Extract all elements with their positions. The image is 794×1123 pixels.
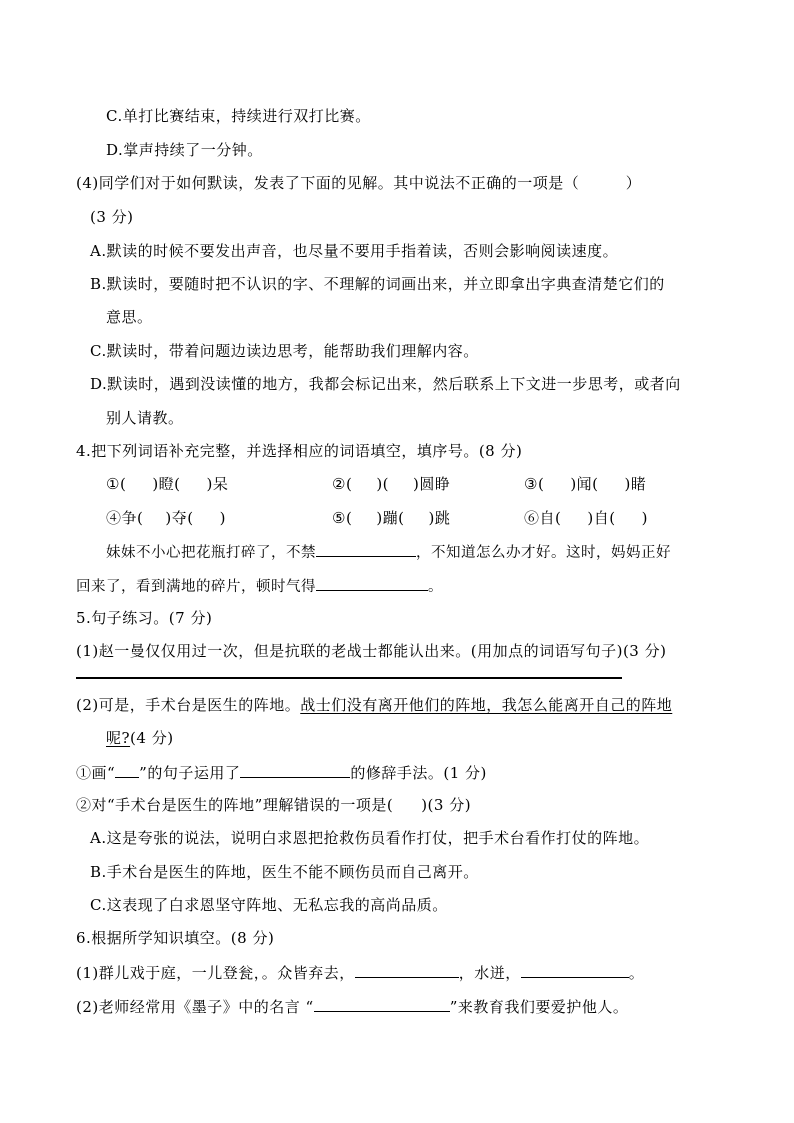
sentence-text: (2)可是，手术台是医生的阵地。 (76, 696, 301, 714)
question-text: )(3 分) (421, 796, 472, 814)
question-6-stem: 6.根据所学知识填空。(8 分) (76, 929, 275, 947)
question-3-4-stem: (4)同学们对于如何默读，发表了下面的见解。其中说法不正确的一项是（ ） (76, 174, 642, 192)
question-text: ①画“ (76, 764, 116, 782)
word-item-6 (524, 508, 648, 528)
option-c-line: C.默读时，带着问题边读边思考，能帮助我们理解内容。 (90, 342, 479, 360)
word-item-text: )自( (587, 509, 616, 527)
question-text: (1)群儿戏于庭，一儿登瓮，。众皆弃去， (76, 964, 355, 982)
question-text: ，水迸， (458, 964, 521, 982)
word-item-text: )瞪( (152, 475, 181, 493)
word-item-5 (332, 508, 450, 528)
question-5-2-1 (76, 762, 487, 783)
passage-line-2 (76, 575, 443, 597)
question-5-2-2 (76, 795, 471, 815)
word-item-text: )闻( (570, 475, 599, 493)
word-item-text: ) (641, 509, 648, 527)
option-a-line: A.这是夸张的说法，说明白求恩把抢救伤员看作打仗，把手术台看作打仗的阵地。 (90, 829, 650, 847)
option-d-line: D.掌声持续了一分钟。 (106, 141, 263, 159)
word-item-text: )( (376, 475, 390, 493)
fill-blank[interactable] (314, 996, 450, 1012)
passage-line-1 (106, 541, 671, 563)
word-item-text: ) (219, 509, 226, 527)
option-b-line: B.手术台是医生的阵地，医生不能不顾伤员而自己离开。 (90, 863, 479, 881)
word-item-text: ③( (524, 475, 545, 493)
question-5-2 (76, 695, 672, 715)
question-6-2 (76, 996, 628, 1017)
word-item-text: )圆睁 (413, 475, 451, 493)
option-a-line: A.默读的时候不要发出声音，也尽量不要用手指着读，否则会影响阅读速度。 (90, 242, 619, 260)
underlined-sentence: 战士们没有离开他们的阵地，我怎么能离开自己的阵地 (300, 696, 673, 714)
question-3-4-score: (3 分) (90, 208, 134, 226)
word-item-text: ⑥自( (524, 509, 562, 527)
question-6-1 (76, 962, 644, 983)
fill-blank[interactable] (240, 762, 350, 778)
answer-line[interactable] (76, 677, 622, 679)
question-5-stem: 5.句子练习。(7 分) (76, 609, 213, 627)
underline-marker (115, 762, 139, 778)
question-text: 。 (628, 964, 645, 982)
question-5-2-cont (106, 728, 174, 748)
question-5-1: (1)赵一曼仅仅用过一次，但是抗联的老战士都能认出来。(用加点的词语写句子)(3 分) (76, 642, 667, 660)
word-item-text: ⑤( (332, 509, 353, 527)
option-d-line-2: 别人请教。 (106, 409, 184, 427)
option-c-line: C.这表现了白求恩坚守阵地、无私忘我的高尚品质。 (90, 896, 448, 914)
question-text: ②对“手术台是医生的阵地”理解错误的一项是( (76, 796, 394, 814)
word-item-4 (106, 508, 226, 528)
passage-text: 妹妹不小心把花瓶打碎了，不禁 (106, 545, 316, 561)
score-text: (4 分) (130, 729, 174, 747)
passage-text: 。 (428, 579, 443, 595)
word-item-text: )蹦( (376, 509, 405, 527)
option-b-line-2: 意思。 (106, 308, 153, 326)
option-b-line: B.默读时，要随时把不认识的字、不理解的词画出来，并立即拿出字典查清楚它们的 (90, 275, 665, 293)
fill-blank[interactable] (316, 575, 428, 591)
word-item-3 (524, 474, 646, 494)
word-item-1 (106, 474, 228, 494)
question-4-stem: 4.把下列词语补充完整，并选择相应的词语填空，填序号。(8 分) (76, 442, 523, 460)
word-item-text: )睹 (624, 475, 647, 493)
word-item-text: )夺( (165, 509, 194, 527)
word-item-text: )呆 (206, 475, 229, 493)
option-c-line: C.单打比赛结束，持续进行双打比赛。 (106, 107, 371, 125)
question-text: ”的句子运用了 (139, 764, 241, 782)
word-item-text: )跳 (428, 509, 451, 527)
option-d-line: D.默读时，遇到没读懂的地方，我都会标记出来，然后联系上下文进一步思考，或者向 (90, 375, 681, 393)
question-text: (2)老师经常用《墨子》中的名言 “ (76, 998, 314, 1016)
word-item-text: ④争( (106, 509, 144, 527)
passage-text: 回来了，看到满地的碎片，顿时气得 (76, 579, 316, 595)
passage-text: ，不知道怎么办才好。这时，妈妈正好 (416, 545, 671, 561)
question-text: 的修辞手法。(1 分) (350, 764, 487, 782)
underlined-sentence: 呢? (106, 729, 131, 747)
word-item-text: ②( (332, 475, 353, 493)
word-item-text: ①( (106, 475, 127, 493)
question-text: ”来教育我们要爱护他人。 (449, 998, 629, 1016)
word-item-2 (332, 474, 450, 494)
fill-blank[interactable] (521, 962, 629, 978)
fill-blank[interactable] (355, 962, 459, 978)
fill-blank[interactable] (316, 541, 416, 557)
